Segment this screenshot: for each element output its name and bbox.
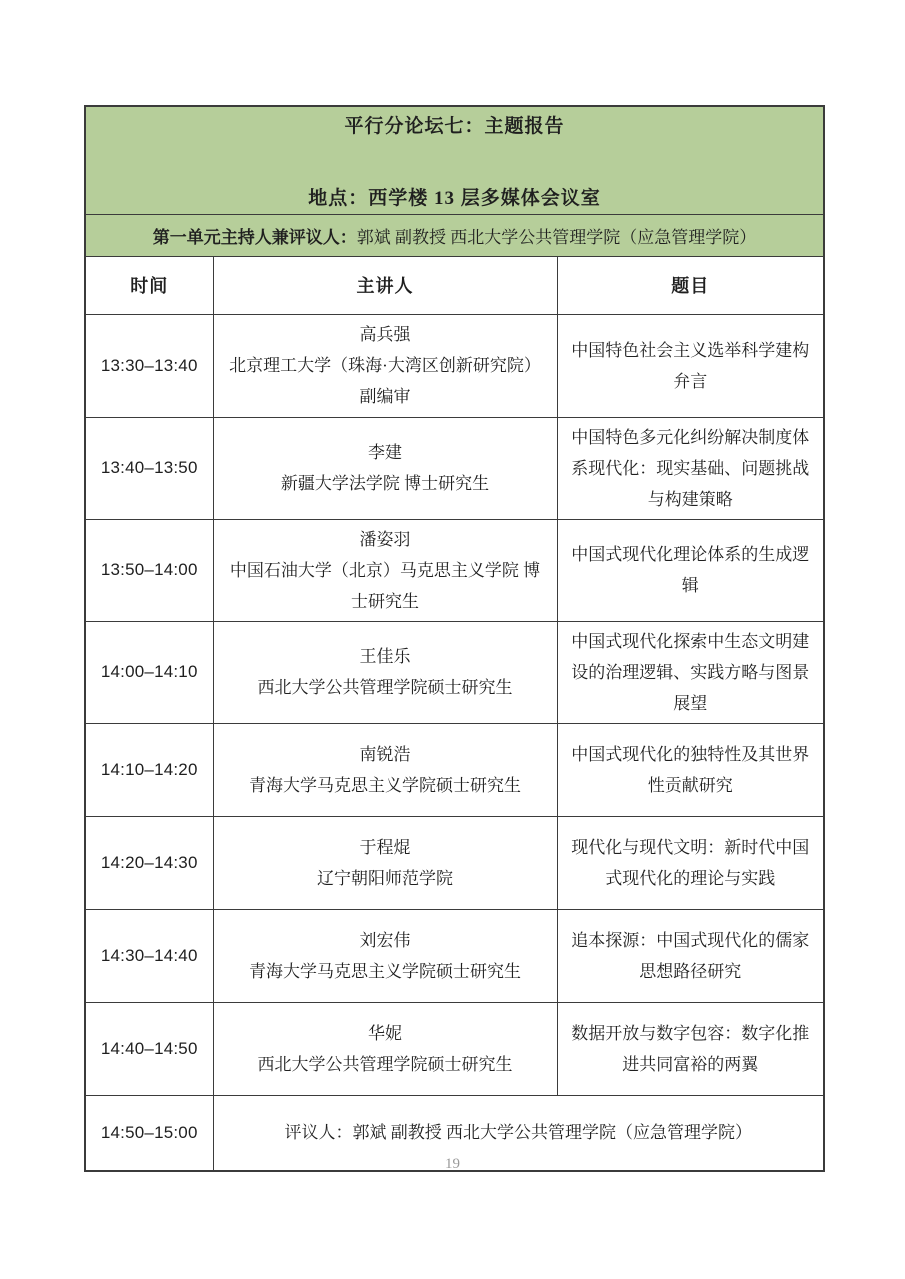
presentation-title-cell: 中国特色社会主义选举科学建构弁言 (557, 314, 824, 417)
unit-moderator-cell (85, 214, 824, 256)
forum-title: 平行分论坛七：主题报告 (344, 116, 565, 137)
page-number: 19 (445, 1156, 460, 1172)
table-row (85, 417, 824, 519)
forum-header-row (85, 106, 824, 214)
presentation-title-cell: 追本探源：中国式现代化的儒家思想路径研究 (557, 909, 824, 1002)
speaker-cell (213, 621, 557, 723)
presentation-title-cell: 数据开放与数字包容：数字化推进共同富裕的两翼 (557, 1002, 824, 1095)
column-header-time: 时间 (85, 256, 213, 314)
speaker-cell (213, 723, 557, 816)
speaker-cell (213, 909, 557, 1002)
unit-moderator-row (85, 214, 824, 256)
speaker-affiliation: 青海大学马克思主义学院硕士研究生 (249, 961, 521, 981)
presentation-title-cell: 中国式现代化的独特性及其世界性贡献研究 (557, 723, 824, 816)
speaker-cell (213, 314, 557, 417)
speaker-name: 李建 (368, 443, 402, 462)
time-cell: 14:20–14:30 (85, 816, 213, 909)
speaker-cell (213, 417, 557, 519)
speaker-name: 潘姿羽 (359, 529, 411, 549)
presentation-title-cell: 现代化与现代文明：新时代中国式现代化的理论与实践 (557, 816, 824, 909)
time-cell: 14:30–14:40 (85, 909, 213, 1002)
time-cell: 13:40–13:50 (85, 417, 213, 519)
speaker-affiliation: 中国石油大学（北京）马克思主义学院 博士研究生 (229, 560, 541, 611)
presentation-title-cell: 中国式现代化探索中生态文明建设的治理逻辑、实践方略与图景展望 (557, 621, 824, 723)
column-header-speaker: 主讲人 (213, 256, 557, 314)
presentation-title-cell: 中国特色多元化纠纷解决制度体系现代化：现实基础、问题挑战与构建策略 (557, 417, 824, 519)
table-row (85, 909, 824, 1002)
time-cell: 14:40–14:50 (85, 1002, 213, 1095)
time-cell: 14:10–14:20 (85, 723, 213, 816)
speaker-affiliation: 北京理工大学（珠海·大湾区创新研究院）副编审 (229, 356, 541, 406)
speaker-cell (213, 519, 557, 621)
table-row (85, 314, 824, 417)
table-row (85, 816, 824, 909)
speaker-affiliation: 辽宁朝阳师范学院 (317, 868, 453, 888)
speaker-affiliation: 西北大学公共管理学院硕士研究生 (257, 678, 513, 697)
speaker-name: 高兵强 (359, 325, 411, 344)
table-row (85, 621, 824, 723)
forum-location: 地点：西学楼 13 层多媒体会议室 (308, 187, 601, 209)
presentation-title-cell: 中国式现代化理论体系的生成逻辑 (557, 519, 824, 621)
time-cell: 13:50–14:00 (85, 519, 213, 621)
speaker-affiliation: 青海大学马克思主义学院硕士研究生 (249, 775, 521, 795)
table-row (85, 1002, 824, 1095)
speaker-name: 于程焜 (359, 837, 411, 857)
speaker-affiliation: 西北大学公共管理学院硕士研究生 (257, 1054, 513, 1074)
speaker-name: 刘宏伟 (359, 930, 411, 950)
speaker-affiliation: 新疆大学法学院 博士研究生 (280, 474, 490, 493)
table-row (85, 519, 824, 621)
time-cell: 14:50–15:00 (85, 1095, 213, 1171)
column-header-title: 题目 (557, 256, 824, 314)
forum-program-table (84, 105, 825, 1172)
unit-moderator-value: 郭斌 副教授 西北大学公共管理学院（应急管理学院） (356, 227, 757, 247)
speaker-cell (213, 816, 557, 909)
forum-header-cell (85, 106, 824, 214)
unit-moderator-label: 第一单元主持人兼评议人： (152, 227, 357, 247)
table-header-row (85, 256, 824, 314)
speaker-name: 王佳乐 (359, 647, 411, 666)
time-cell: 14:00–14:10 (85, 621, 213, 723)
speaker-name: 华妮 (368, 1023, 402, 1043)
table-row (85, 723, 824, 816)
discussant-note-cell: 评议人：郭斌 副教授 西北大学公共管理学院（应急管理学院） (213, 1095, 824, 1171)
speaker-name: 南锐浩 (359, 744, 411, 764)
time-cell: 13:30–13:40 (85, 314, 213, 417)
speaker-cell (213, 1002, 557, 1095)
